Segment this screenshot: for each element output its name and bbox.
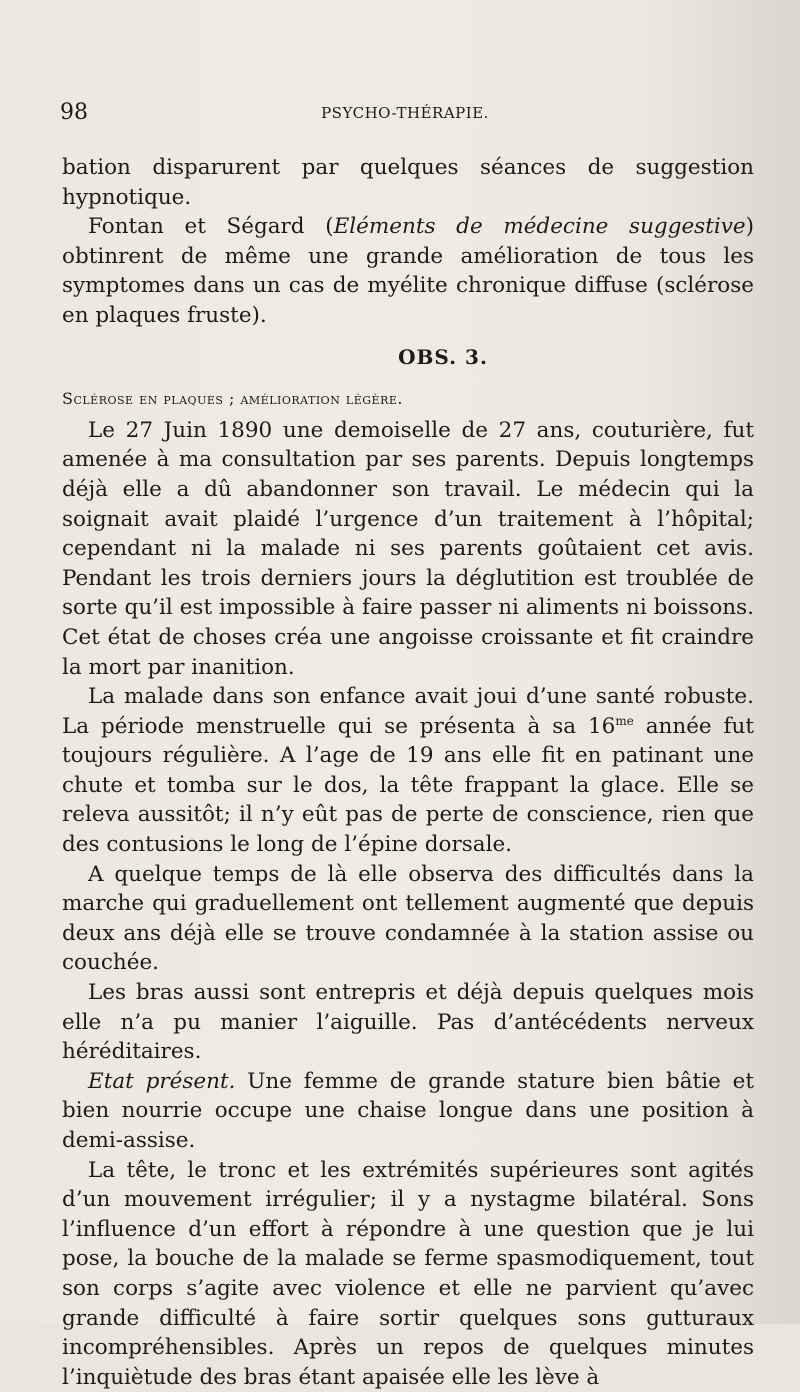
book-title: Eléments de médecine suggestive xyxy=(333,214,746,240)
paragraph: Les bras aussi sont entrepris et déjà depuis quelques mois elle n’a pu manier l’aiguille. Pas d’antécédents nerveux héréditaires. xyxy=(62,980,754,1065)
page-header xyxy=(60,100,750,130)
paragraph xyxy=(62,212,754,330)
subheading-inline: Etat présent. xyxy=(88,1068,236,1094)
text-run: ) obtinrent de même une grande amélioration de tous les symptomes dans un cas de myélite chronique diffuse (sclérose en plaques fruste). xyxy=(62,214,754,328)
paragraph xyxy=(62,682,754,860)
observation-heading: OBS. 3. xyxy=(398,344,488,369)
paragraph: Le 27 Juin 1890 une demoiselle de 27 ans, couturière, fut amenée à ma consultation par ses parents. Depuis longtemps déjà elle a dû abandonner son travail. Le médecin qui la soignait avait plaidé l’urgence d’un traitement à l’hôpital; cependant ni la malade ni ses parents goûtaient cet avis. Pendant les trois derniers jours la déglutition est troublée de sorte qu’il est impossible à faire passer ni aliments ni boissons. Cet état de choses créa une angoisse croissante et fit craindre la mort par inanition. xyxy=(62,417,754,680)
page-number: 98 xyxy=(60,100,88,125)
superscript: me xyxy=(615,713,634,728)
text-run: année fut toujours régulière. A l’age de 19 ans elle fit en patinant une chute et tomba sur le dos, la tête frappant la glace. Elle se releva aussitôt; il n’y eût pas de perte de conscience, rien que des contusions le long de l’épine dorsale. xyxy=(62,713,754,858)
paragraph: bation disparurent par quelques séances de suggestion hypnotique. xyxy=(62,155,754,210)
body-text xyxy=(62,153,754,1392)
paragraph: La tête, le tronc et les extrémités supérieures sont agités d’un mouvement irrégulier; il y a nystagme bilatéral. Sons l’influence d’un effort à répondre à une question que je lui pose, la bouche de la malade se ferme spasmodiquement, tout son corps s’agite avec violence et elle ne parvient qu’avec grande difficulté à faire sortir quelques sons gutturaux incompréhensibles. Après un repos de quelques minutes l’inquiètude des bras étant apaisée elle les lève à xyxy=(62,1157,754,1390)
paragraph xyxy=(62,1067,754,1156)
running-title: PSYCHO-THÉRAPIE. xyxy=(321,104,489,122)
paragraph: A quelque temps de là elle observa des difficultés dans la marche qui graduellement ont tellement augmenté que depuis deux ans déjà elle se trouve condamnée à la station assise ou couchée. xyxy=(62,861,754,976)
section-heading-text: Sclérose en plaques ; amélioration légère. xyxy=(62,389,403,409)
text-run: La malade dans son enfance avait joui d’une santé robuste. La période menstruelle qui se présenta à sa 16 xyxy=(62,684,754,739)
section-heading xyxy=(62,384,754,414)
text-run: Fontan et Ségard ( xyxy=(88,214,334,240)
text-run: Une femme de grande stature bien bâtie et bien nourrie occupe une chaise longue dans une position à demi-assise. xyxy=(62,1068,754,1153)
